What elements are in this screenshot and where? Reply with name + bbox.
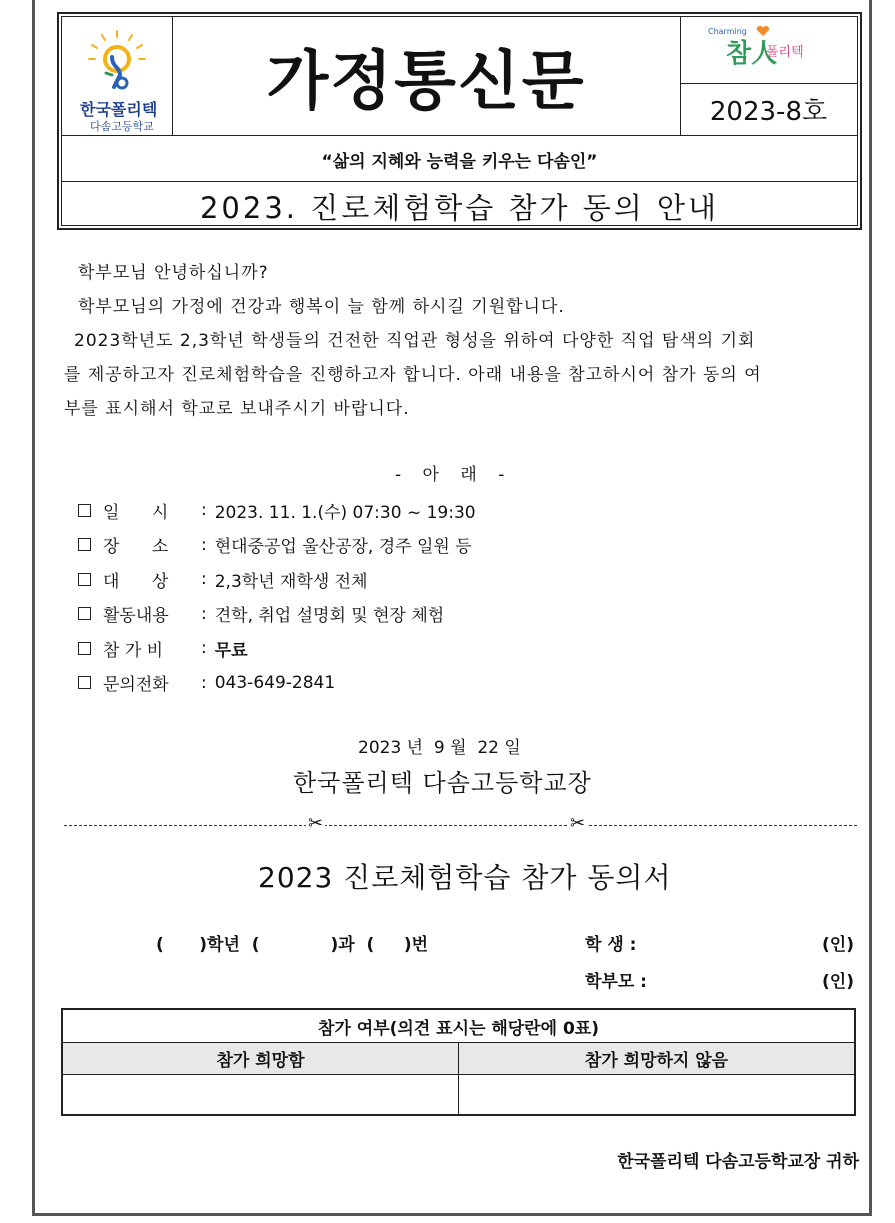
student-seal: (인): [822, 935, 854, 955]
col-not-participate: 참가 희망하지 않음: [584, 1051, 729, 1071]
greeting: 학부모님 안녕하십니까?: [78, 263, 269, 283]
title-cell: [172, 17, 681, 135]
scissors-icon: ✂: [570, 813, 586, 834]
motto-row: [62, 135, 857, 182]
brand-main-text: 참人: [726, 39, 778, 69]
checkbox-icon: [78, 538, 91, 551]
subject-row: [62, 181, 857, 230]
checkbox-icon: [78, 504, 91, 517]
addressee: 한국폴리텍 다솜고등학교장 귀하: [617, 1152, 859, 1172]
not-participate-cell[interactable]: [459, 1075, 854, 1116]
detail-item-target: 대 상 : 2,3학년 재학생 전체: [78, 562, 476, 597]
detail-label: 문의전화: [103, 675, 169, 696]
detail-label: 일 시: [103, 502, 169, 523]
page-title: 가정통신문: [266, 45, 586, 119]
consent-table-row: [63, 1075, 854, 1116]
school-logo-sub: 다솜고등학교: [90, 120, 154, 133]
issue-cell: [680, 83, 857, 135]
school-logo-name: 한국폴리텍: [80, 100, 158, 119]
school-logo: [62, 17, 173, 135]
parent-seal: (인): [822, 972, 854, 992]
detail-value: 견학, 취업 설명회 및 현장 체험: [214, 606, 445, 627]
checkbox-icon: [78, 676, 91, 689]
checkbox-icon: [78, 607, 91, 620]
detail-label: 참 가 비: [103, 640, 164, 661]
letter-body: [64, 256, 859, 426]
detail-value: 현대중공업 울산공장, 경주 일원 등: [214, 537, 472, 558]
paragraph-line-1: 2023학년도 2,3학년 학생들의 건전한 직업관 형성을 위하여 다양한 직업 탐색의 기회: [74, 331, 756, 351]
detail-item-contact: 문의전화 : 043-649-2841: [78, 666, 476, 701]
newsletter-header: [57, 12, 862, 230]
brand-charming-text: Charming: [708, 27, 747, 36]
detail-value: 무료: [214, 640, 248, 661]
participate-cell[interactable]: [63, 1075, 459, 1116]
checkbox-icon: [78, 642, 91, 655]
brand-logo: [680, 17, 857, 84]
consent-table: [61, 1008, 856, 1116]
school-emblem-icon: [62, 17, 172, 97]
detail-value: 2023. 11. 1.(수) 07:30 ~ 19:30: [214, 502, 476, 523]
consent-form-title: 2023 진로체험학습 참가 동의서: [258, 861, 672, 894]
details-heading: - 아 래 -: [395, 465, 513, 485]
detail-item-activity: 활동내용 : 견학, 취업 설명회 및 현장 체험: [78, 597, 476, 632]
scissors-icon: ✂: [308, 813, 324, 834]
cut-line: [64, 825, 857, 826]
detail-item-date: 일 시 : 2023. 11. 1.(수) 07:30 ~ 19:30: [78, 493, 476, 528]
consent-table-title: 참가 여부(의견 표시는 해당란에 0표): [63, 1010, 854, 1043]
notice-subject: 2023. 진로체험학습 참가 동의 안내: [199, 190, 720, 225]
consent-table-header: [63, 1043, 854, 1075]
paragraph-line-3: 부를 표시해서 학교로 보내주시기 바랍니다.: [64, 399, 410, 419]
detail-label: 대 상: [103, 571, 169, 592]
detail-label: 활동내용: [103, 606, 169, 627]
col-participate: 참가 희망함: [63, 1043, 459, 1074]
detail-value: 043-649-2841: [214, 672, 336, 693]
principal-signature: 한국폴리텍 다솜고등학교장: [293, 769, 592, 797]
brand-small-text: 폴리텍: [766, 45, 804, 60]
issue-date: 2023 년 9 월 22 일: [358, 738, 521, 758]
student-info-blanks: ( )학년 ( )과 ( )번: [156, 935, 429, 955]
issue-number: 2023-8호: [709, 96, 828, 127]
heart-icon: [756, 25, 770, 37]
detail-value: 2,3학년 재학생 전체: [214, 571, 368, 592]
paragraph-line-2: 를 제공하고자 진로체험학습을 진행하고자 합니다. 아래 내용을 참고하시어 참가 동의 여: [64, 365, 762, 385]
checkbox-icon: [78, 573, 91, 586]
detail-item-place: 장 소 : 현대중공업 울산공장, 경주 일원 등: [78, 528, 476, 563]
parent-label: 학부모 :: [585, 972, 647, 992]
detail-item-fee: 참 가 비 : 무료: [78, 631, 476, 666]
detail-label: 장 소: [103, 537, 169, 558]
wish-line: 학부모님의 가정에 건강과 행복이 늘 함께 하시길 기원합니다.: [78, 297, 565, 317]
student-label: 학 생 :: [585, 935, 637, 955]
details-list: [78, 493, 476, 700]
school-motto: “삶의 지혜와 능력을 키우는 다솜인”: [321, 151, 598, 172]
